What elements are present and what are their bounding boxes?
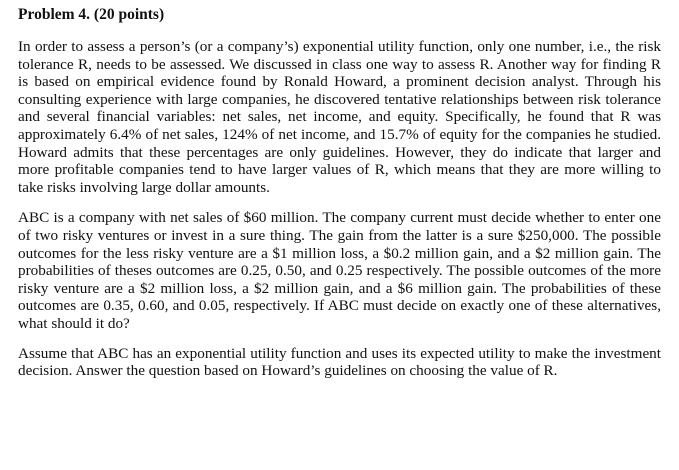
paragraph-abc-ventures: ABC is a company with net sales of $60 million. The company current must decide whether to enter one of two risky ventures or invest in a sure thing. The gain from the latter is a sure $250,000. The possible outcomes for the less risky venture are a $1 million loss, a $0.2 million gain, and a $2 million gain. The probabilities of theses outcomes are 0.25, 0.50, and 0.25 respectively. The possible outcomes of the more risky venture are a $2 million loss, a $2 million gain, and a $6 million gain. The probabilities of these outcomes are 0.35, 0.60, and 0.05, respectively. If ABC must decide on exactly one of these alternatives, what should it do?	[18, 209, 661, 332]
paragraph-risk-tolerance: In order to assess a person’s (or a company’s) exponential utility function, only one number, i.e., the risk tolerance R, needs to be assessed. We discussed in class one way to assess R. Another way for finding R is based on empirical evidence found by Ronald Howard, a prominent decision analyst. Through his consulting experience with large companies, he discovered tentative relationships between risk tolerance and several financial variables: net sales, net income, and equity. Specifically, he found that R was approximately 6.4% of net sales, 124% of net income, and 15.7% of equity for the companies he studied. Howard admits that these percentages are only guidelines. However, they do indicate that larger and more profitable companies tend to have larger values of R, which means that they are more willing to take risks involving large dollar amounts.	[18, 38, 661, 196]
paragraph-assumption: Assume that ABC has an exponential utility function and uses its expected utility to make the investment decision. Answer the question based on Howard’s guidelines on choosing the value of R.	[18, 344, 661, 380]
problem-title: Problem 4. (20 points)	[18, 6, 165, 23]
